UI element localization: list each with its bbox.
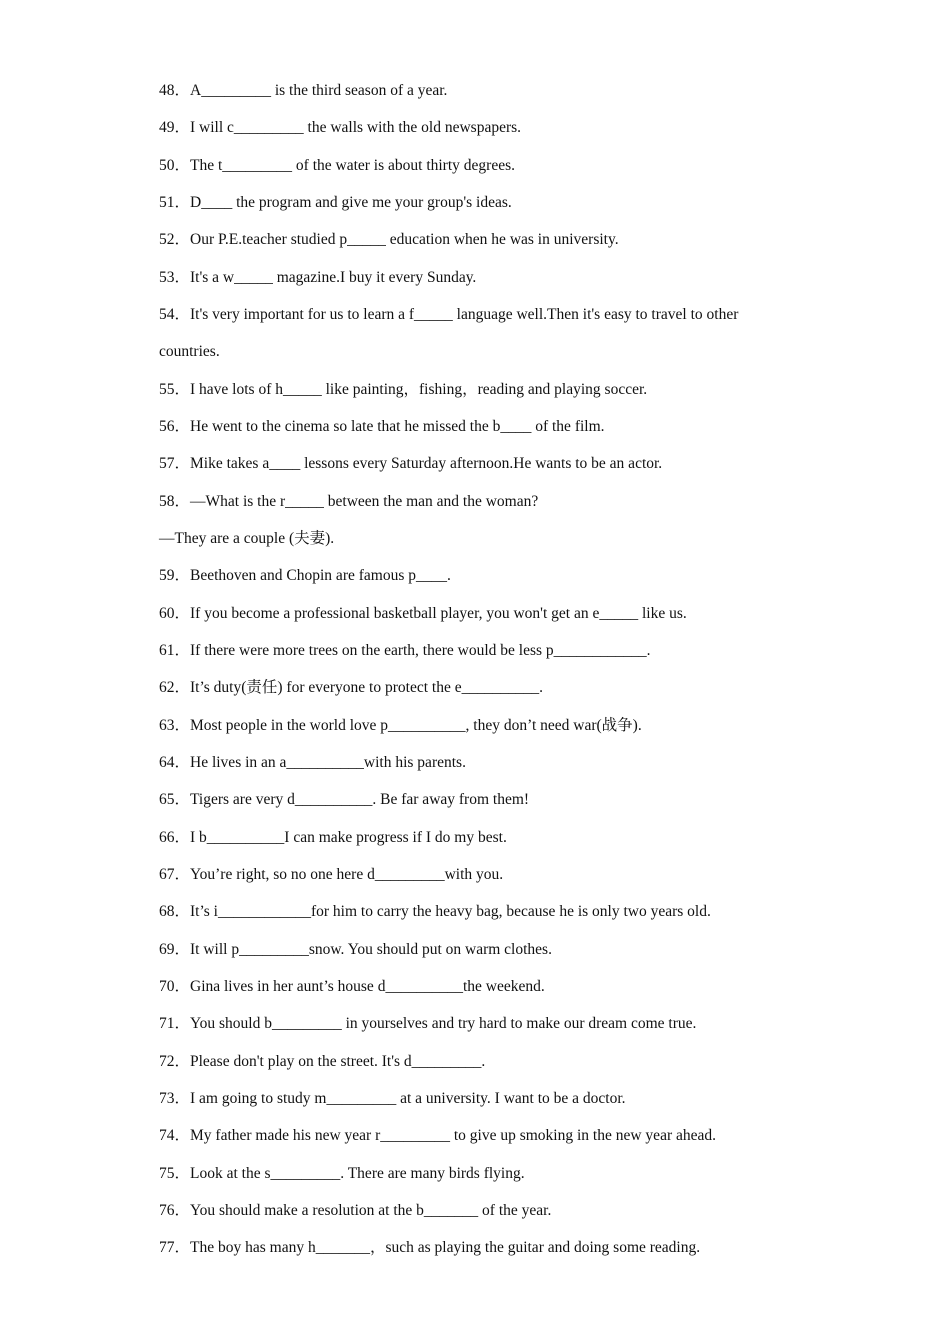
- question-67: 67．You’re right, so no one here d_________with you.: [159, 866, 504, 883]
- question-60: 60．If you become a professional basketball player, you won't get an e_____ like us.: [159, 605, 687, 622]
- question-51: 51．D____ the program and give me your group's ideas.: [159, 194, 512, 211]
- question-62: 62．It’s duty(责任) for everyone to protect the e__________.: [159, 679, 543, 696]
- question-54-continuation: countries.: [159, 343, 220, 360]
- question-52: 52．Our P.E.teacher studied p_____ education when he was in university.: [159, 231, 619, 248]
- question-61: 61．If there were more trees on the earth, there would be less p____________.: [159, 642, 651, 659]
- question-50: 50．The t_________ of the water is about thirty degrees.: [159, 157, 515, 174]
- question-73: 73．I am going to study m_________ at a university. I want to be a doctor.: [159, 1090, 626, 1107]
- question-74: 74．My father made his new year r_________ to give up smoking in the new year ahead.: [159, 1127, 716, 1144]
- question-65: 65．Tigers are very d__________. Be far away from them!: [159, 791, 530, 808]
- question-72: 72．Please don't play on the street. It's d_________.: [159, 1053, 486, 1070]
- question-58: 58．—What is the r_____ between the man and the woman?: [159, 493, 539, 510]
- question-59: 59．Beethoven and Chopin are famous p____.: [159, 567, 451, 584]
- question-68: 68．It’s i____________for him to carry the heavy bag, because he is only two years old.: [159, 903, 711, 920]
- question-70: 70．Gina lives in her aunt’s house d__________the weekend.: [159, 978, 545, 995]
- question-64: 64．He lives in an a__________with his parents.: [159, 754, 466, 771]
- question-55: 55．I have lots of h_____ like painting，fishing，reading and playing soccer.: [159, 381, 648, 398]
- question-69: 69．It will p_________snow. You should put on warm clothes.: [159, 941, 552, 958]
- question-57: 57．Mike takes a____ lessons every Saturday afternoon.He wants to be an actor.: [159, 455, 663, 472]
- question-54: 54．It's very important for us to learn a f_____ language well.Then it's easy to travel to other: [159, 306, 739, 323]
- question-56: 56．He went to the cinema so late that he missed the b____ of the film.: [159, 418, 605, 435]
- question-75: 75．Look at the s_________. There are many birds flying.: [159, 1165, 525, 1182]
- question-71: 71．You should b_________ in yourselves and try hard to make our dream come true.: [159, 1015, 697, 1032]
- question-76: 76．You should make a resolution at the b_______ of the year.: [159, 1202, 552, 1219]
- question-77: 77．The boy has many h_______，such as playing the guitar and doing some reading.: [159, 1239, 701, 1256]
- question-53: 53．It's a w_____ magazine.I buy it every Sunday.: [159, 269, 477, 286]
- question-63: 63．Most people in the world love p__________, they don’t need war(战争).: [159, 717, 642, 734]
- question-48: 48．A_________ is the third season of a year.: [159, 82, 448, 99]
- question-49: 49．I will c_________ the walls with the old newspapers.: [159, 119, 522, 136]
- question-58-answer: —They are a couple (夫妻).: [159, 530, 335, 547]
- question-66: 66．I b__________I can make progress if I do my best.: [159, 829, 507, 846]
